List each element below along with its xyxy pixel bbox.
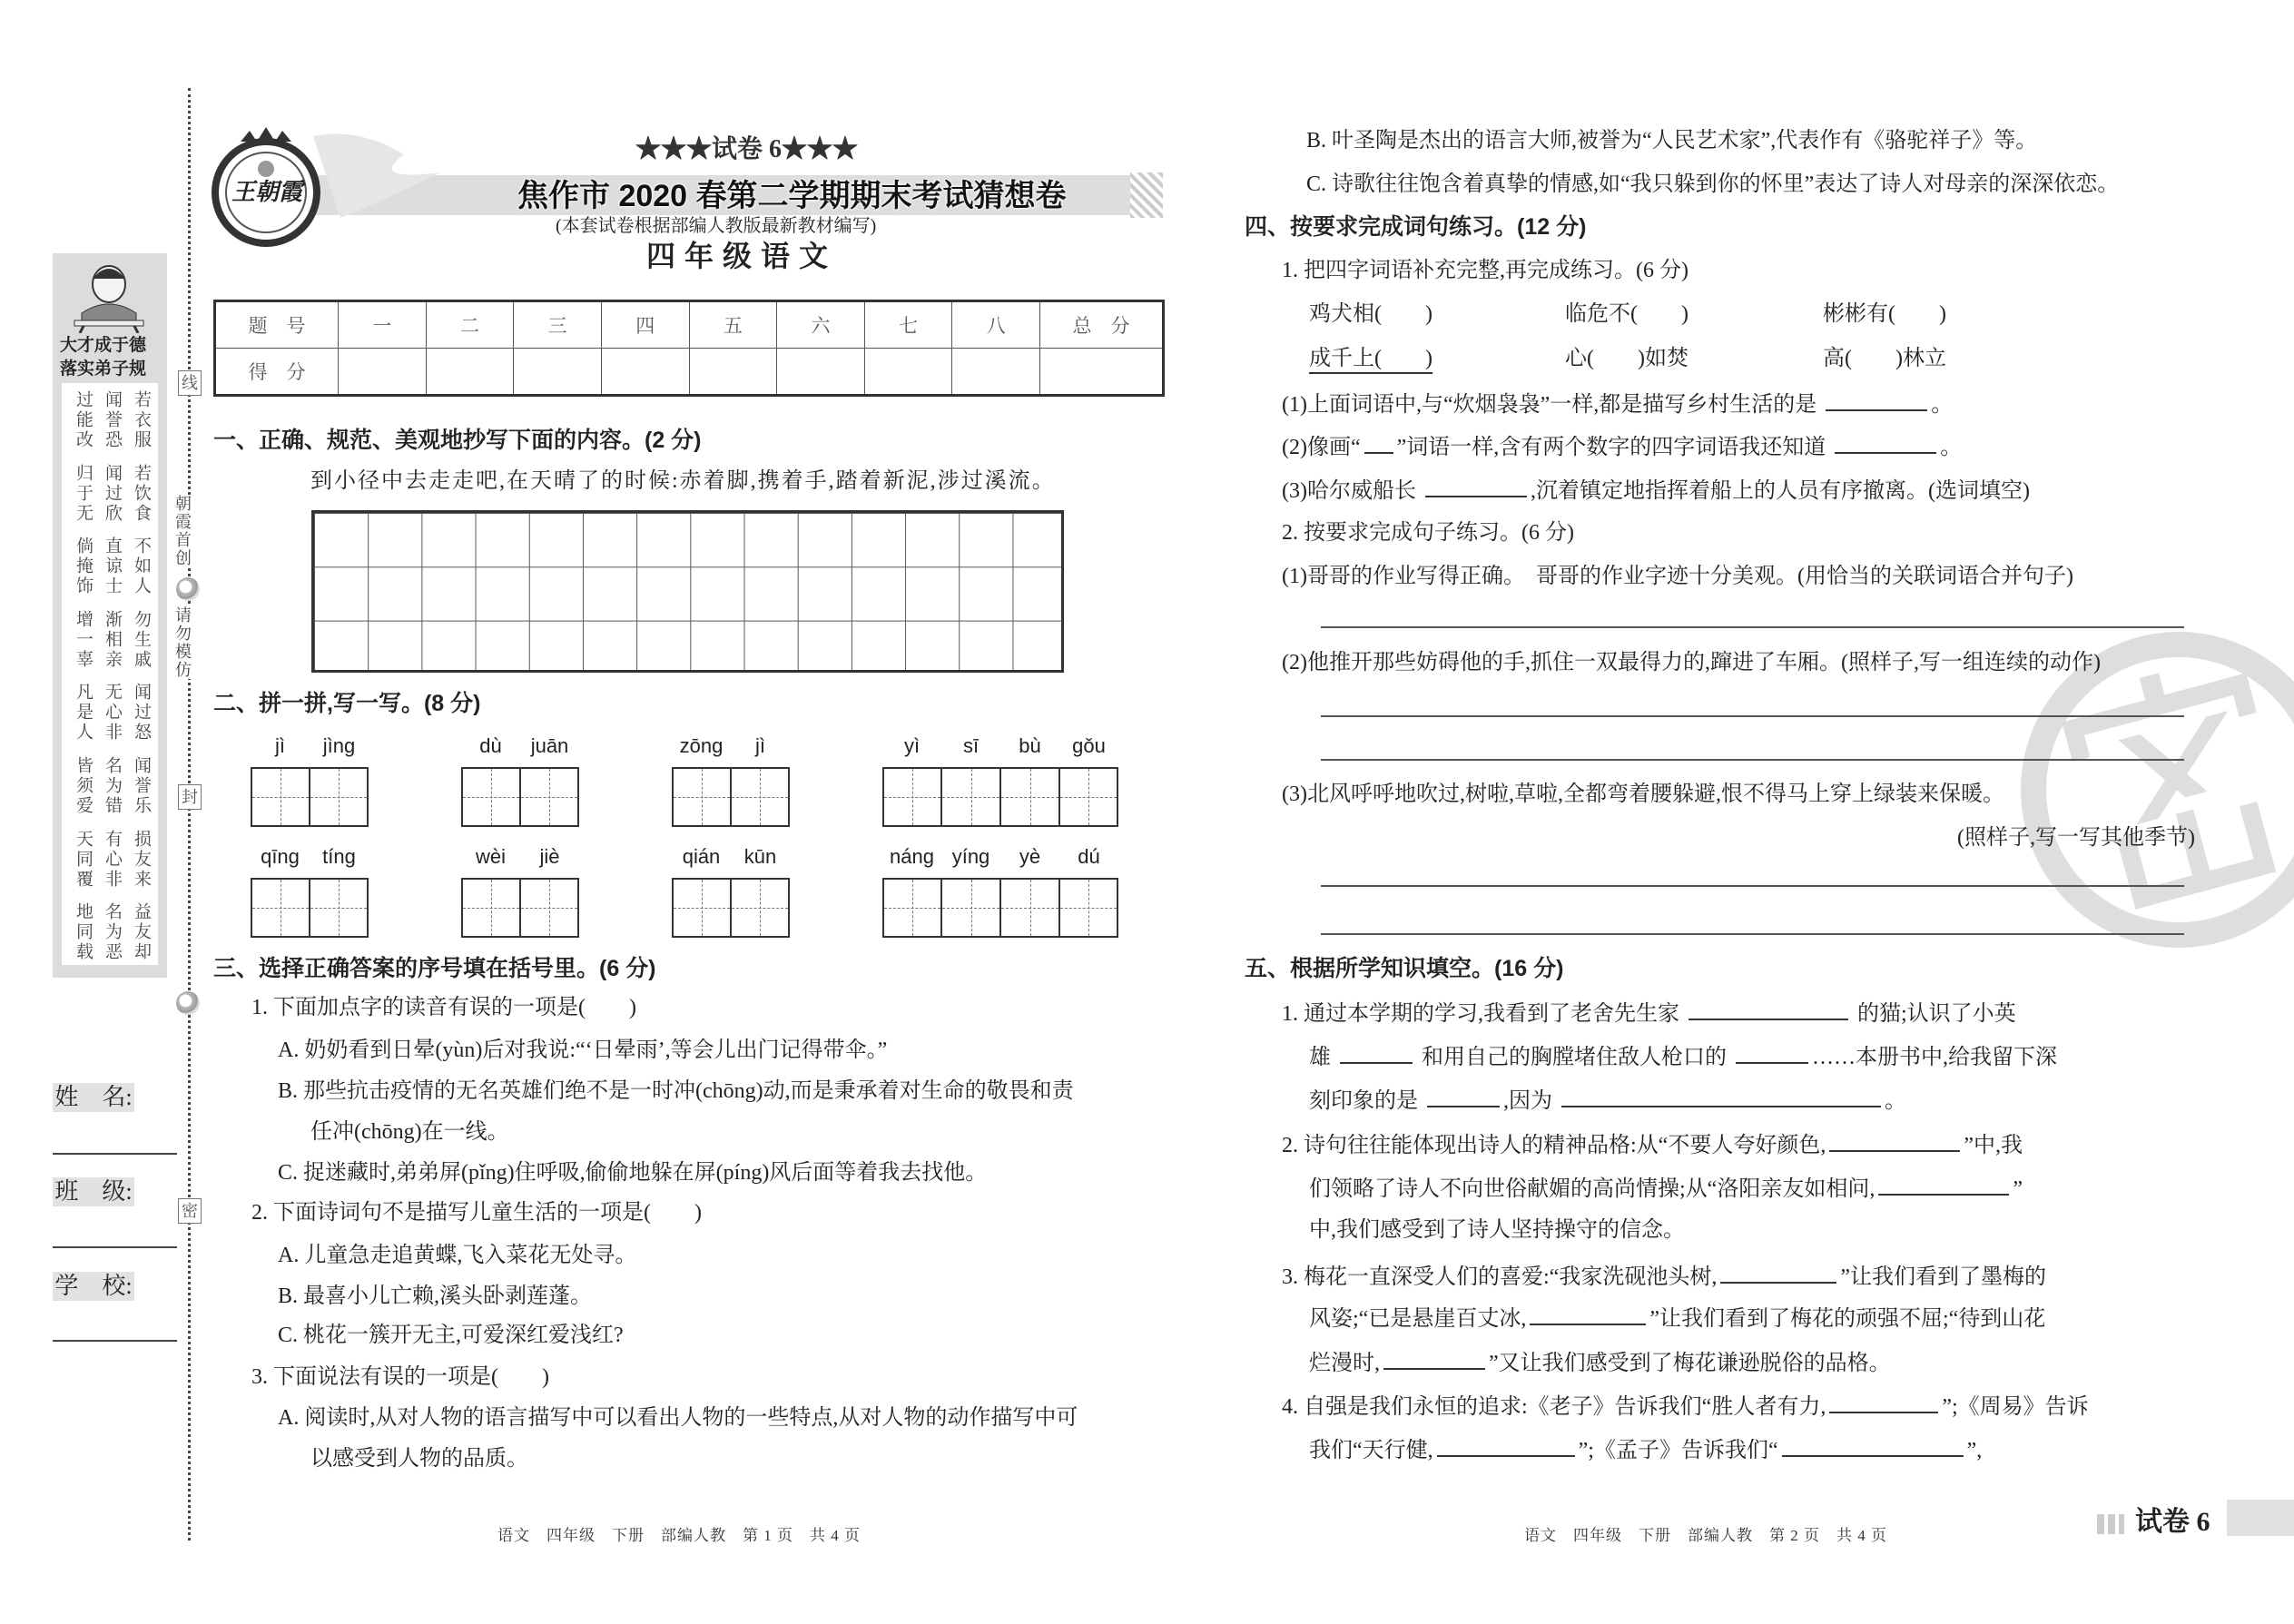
pinyin-syllable: qīng	[261, 845, 300, 868]
question-3-3: 3. 下面说法有误的一项是( )	[251, 1365, 549, 1389]
badge-tab	[2227, 1500, 2294, 1536]
answer-blank[interactable]	[1364, 434, 1393, 454]
answer-line[interactable]	[1321, 626, 2184, 628]
tianzi-writing-box[interactable]	[731, 878, 790, 938]
option-3-2-a: A. 儿童急走追黄蝶,飞入菜花无处寻。	[278, 1244, 637, 1267]
school-label: 学 校:	[53, 1272, 134, 1301]
verse-column: 名为恶	[103, 902, 122, 963]
tianzi-writing-box[interactable]	[672, 878, 731, 938]
option-3-1-b-cont: 任冲(chōng)在一线。	[310, 1120, 509, 1144]
question-4-1-1: (1)上面词语中,与“炊烟袅袅”一样,都是描写乡村生活的是 。	[1282, 393, 1954, 417]
pinyin-cell	[1059, 843, 1118, 938]
tianzi-writing-box[interactable]	[731, 767, 790, 827]
pinyin-cell	[251, 733, 310, 827]
answer-blank[interactable]	[1826, 391, 1927, 411]
swirl-icon	[176, 991, 200, 1015]
score-cell[interactable]	[339, 349, 427, 396]
question-4-1-3: (3)哈尔威船长 ,沉着镇定地指挥着船上的人员有序撤离。(选词填空)	[1282, 479, 2030, 503]
tianzi-writing-box[interactable]	[941, 767, 1000, 827]
pinyin-syllable: jì	[755, 734, 765, 757]
verse-column: 直谅士	[103, 536, 122, 597]
answer-blank[interactable]	[1829, 1132, 1960, 1152]
pinyin-syllable: tíng	[322, 845, 356, 868]
pinyin-cell	[882, 733, 941, 827]
answer-blank[interactable]	[1437, 1437, 1575, 1457]
school-field[interactable]	[53, 1340, 177, 1342]
tianzi-writing-box[interactable]	[461, 767, 520, 827]
pinyin-cell	[672, 843, 731, 938]
pinyin-cell	[520, 733, 579, 827]
verse-column: 凡是人	[74, 683, 93, 743]
pinyin-syllable: bù	[1019, 734, 1041, 757]
score-col: 四	[601, 301, 689, 349]
verse-column: 倘掩饰	[74, 536, 93, 597]
verse-group	[71, 610, 149, 670]
pinyin-cell	[1000, 843, 1059, 938]
fill-line-4: 2. 诗句往往能体现出诗人的精神品格:从“不要人夸好颜色, ”中,我	[1282, 1134, 2023, 1157]
pinyin-cell	[251, 843, 310, 938]
answer-line[interactable]	[1321, 715, 2184, 717]
exam-title: 焦作市 2020 春第二学期期末考试猜想卷	[517, 179, 1067, 213]
fill-line-6: 中,我们感受到了诗人坚持操守的信念。	[1309, 1218, 1685, 1242]
copy-text: 到小径中去走走吧,在天晴了的时候:赤着脚,携着手,踏着新泥,涉过溪流。	[310, 469, 1056, 493]
answer-blank[interactable]	[1782, 1437, 1964, 1457]
question-4-1-2: (2)像画“ ”词语一样,含有两个数字的四字词语我还知道 。	[1282, 436, 1963, 459]
verse-column: 闻过欣	[103, 463, 122, 524]
question-4-2-2: (2)他推开那些妨碍他的手,抓住一双最得力的,蹿进了车厢。(照样子,写一组连续的动作)	[1282, 651, 2101, 674]
verse-column: 过能改	[74, 390, 93, 450]
motto-2: 落实弟子规	[60, 359, 147, 379]
score-header-row	[215, 301, 1164, 349]
section-5-heading: 五、根据所学知识填空。(16 分)	[1245, 956, 1564, 981]
pinyin-cell	[882, 843, 941, 938]
score-table	[213, 300, 1165, 397]
answer-blank[interactable]	[1720, 1264, 1836, 1284]
answer-blank[interactable]	[1340, 1044, 1413, 1064]
option-3-2-c: C. 桃花一簇开无主,可爱深红爱浅红?	[278, 1324, 624, 1347]
tianzi-writing-box[interactable]	[310, 767, 369, 827]
tianzi-writing-box[interactable]	[251, 767, 310, 827]
pinyin-group	[251, 843, 369, 938]
score-cell[interactable]	[952, 349, 1040, 396]
pinyin-syllable: jìng	[322, 734, 356, 757]
seal-mark-mi: 密	[178, 1198, 202, 1224]
scholar-cartoon	[64, 259, 154, 333]
verse-group	[71, 464, 149, 524]
answer-blank[interactable]	[1736, 1044, 1808, 1064]
page-1-footer: 语文 四年级 下册 部编人教 第 1 页 共 4 页	[497, 1527, 861, 1544]
verse-column: 地同载	[74, 902, 93, 963]
verse-group	[71, 390, 149, 450]
page-2-footer: 语文 四年级 下册 部编人教 第 2 页 共 4 页	[1524, 1527, 1887, 1544]
answer-blank[interactable]	[1383, 1350, 1485, 1370]
pinyin-syllable: wèi	[475, 845, 506, 868]
answer-blank[interactable]	[1530, 1305, 1646, 1325]
score-cell[interactable]	[1040, 349, 1164, 396]
seal-mark-feng: 封	[178, 784, 202, 810]
fill-line-9: 烂漫时, ”又让我们感受到了梅花谦逊脱俗的品格。	[1309, 1352, 1891, 1375]
pinyin-group	[672, 843, 790, 938]
score-col: 五	[689, 301, 777, 349]
subject-title: 四年级语文	[646, 240, 838, 272]
seal-mark-line: 线	[178, 370, 202, 396]
verse-column: 若饮食	[132, 463, 151, 524]
verse-group	[71, 756, 149, 816]
tianzi-writing-box[interactable]	[310, 878, 369, 938]
tianzi-writing-box[interactable]	[672, 767, 731, 827]
idiom-6: 高( )林立	[1823, 347, 1946, 370]
answer-line[interactable]	[1321, 885, 2184, 887]
pinyin-cell	[731, 733, 790, 827]
option-3-1-c: C. 捉迷藏时,弟弟屏(pǐng)住呼吸,偷偷地躲在屏(píng)风后面等着我去找他。	[278, 1161, 988, 1185]
section-2-heading: 二、拼一拼,写一写。(8 分)	[213, 691, 481, 716]
verse-column: 无心非	[103, 683, 122, 743]
option-3-2-b: B. 最喜小儿亡赖,溪头卧剥莲蓬。	[278, 1284, 593, 1308]
question-4-2-1: (1)哥哥的作业写得正确。 哥哥的作业字迹十分美观。(用恰当的关联词语合并句子)	[1282, 565, 2073, 588]
option-3-3-a-cont: 以感受到人物的品质。	[310, 1447, 528, 1471]
swirl-icon	[176, 577, 200, 601]
score-cell[interactable]	[777, 349, 865, 396]
question-4-1: 1. 把四字词语补充完整,再完成练习。(6 分)	[1282, 259, 1689, 282]
section-4-heading: 四、按要求完成词句练习。(12 分)	[1245, 214, 1587, 240]
pinyin-syllable: yè	[1019, 845, 1041, 868]
badge-decoration	[2097, 1514, 2124, 1534]
verse-group	[71, 683, 149, 743]
score-col: 八	[952, 301, 1040, 349]
pinyin-group	[882, 733, 1118, 827]
class-field[interactable]	[53, 1246, 177, 1248]
pinyin-cell	[520, 843, 579, 938]
verse-column: 不如人	[132, 536, 151, 597]
pinyin-group	[461, 733, 579, 827]
idiom-1: 鸡犬相( )	[1309, 302, 1433, 326]
pinyin-syllable: náng	[890, 845, 934, 868]
pinyin-cell	[461, 733, 520, 827]
idiom-2: 临危不( )	[1565, 302, 1689, 326]
pinyin-syllable: sī	[962, 734, 980, 757]
question-4-2-3: (3)北风呼呼地吹过,树啦,草啦,全都弯着腰躲避,恨不得马上穿上绿装来保暖。	[1282, 782, 2004, 806]
fill-line-11: 我们“天行健, ”;《孟子》告诉我们“ ”,	[1309, 1439, 1983, 1462]
idiom-4: 成千上( )	[1309, 348, 1433, 374]
pinyin-cell	[731, 843, 790, 938]
tianzi-writing-box[interactable]	[1059, 878, 1118, 938]
pinyin-syllable: kūn	[743, 845, 777, 868]
score-col-total: 总 分	[1040, 301, 1164, 349]
motto-1: 大才成于德	[60, 336, 147, 355]
tianzi-writing-box[interactable]	[1000, 878, 1059, 938]
option-3-1-b: B. 那些抗击疫情的无名英雄们绝不是一时冲(chōng)动,而是秉承着对生命的敬畏和责	[278, 1079, 1074, 1103]
tianzi-writing-box[interactable]	[520, 767, 579, 827]
watermark-glyph	[2056, 651, 2294, 915]
fill-line-1: 1. 通过本学期的学习,我看到了老舍先生家 的猫;认识了小英	[1282, 1002, 2016, 1026]
pinyin-group	[251, 733, 369, 827]
option-3-3-a: A. 阅读时,从对人物的语言描写中可以看出人物的一些特点,从对人物的动作描写中可	[278, 1406, 1078, 1430]
verse-column: 增一辜	[74, 609, 93, 670]
logo-text: 王朝霞	[231, 179, 303, 205]
binding-dotted-line	[188, 88, 191, 1540]
question-4-2: 2. 按要求完成句子练习。(6 分)	[1282, 521, 1574, 545]
pinyin-syllable: yíng	[951, 845, 990, 868]
verse-column: 闻誉乐	[132, 756, 151, 816]
score-cell[interactable]	[426, 349, 514, 396]
tianzi-writing-box[interactable]	[461, 878, 520, 938]
pinyin-cell	[1000, 733, 1059, 827]
fill-line-8: 风姿;“已是悬崖百丈冰, ”让我们看到了梅花的顽强不屈;“待到山花	[1309, 1307, 2046, 1331]
pinyin-syllable: zōng	[679, 734, 724, 757]
verse-group	[71, 536, 149, 596]
tianzi-writing-box[interactable]	[882, 878, 941, 938]
section-1-heading: 一、正确、规范、美观地抄写下面的内容。(2 分)	[213, 428, 702, 453]
pinyin-cell	[310, 843, 369, 938]
score-col: 三	[514, 301, 602, 349]
score-value-row	[215, 349, 1164, 396]
tianzi-writing-box[interactable]	[251, 878, 310, 938]
answer-line[interactable]	[1321, 933, 2184, 935]
exam-subtitle: (本套试卷根据部编人教版最新教材编写)	[556, 216, 877, 236]
pinyin-cell	[941, 733, 1000, 827]
answer-blank[interactable]	[1835, 434, 1936, 454]
pinyin-syllable: qián	[682, 845, 721, 868]
fill-line-5: 们领略了诗人不向世俗献媚的高尚情操;从“洛阳亲友如相问, ”	[1309, 1177, 2023, 1201]
verse-column: 闻誉恐	[103, 390, 122, 450]
banner-pattern	[1130, 172, 1163, 218]
score-col: 六	[777, 301, 865, 349]
pinyin-cell	[1059, 733, 1118, 827]
class-label: 班 级:	[53, 1177, 134, 1206]
answer-blank[interactable]	[1561, 1088, 1881, 1107]
tianzi-writing-box[interactable]	[882, 767, 941, 827]
verse-column: 名为错	[103, 756, 122, 816]
verse-column: 益友却	[132, 902, 151, 963]
pinyin-cell	[672, 733, 731, 827]
score-cell[interactable]	[864, 349, 952, 396]
verse-column: 天同覆	[74, 829, 93, 890]
option-3-3-b: B. 叶圣陶是杰出的语言大师,被誉为“人民艺术家”,代表作有《骆驼祥子》等。	[1306, 129, 2038, 153]
fill-line-3: 刻印象的是 ,因为 。	[1309, 1089, 1906, 1113]
verse-column: 归于无	[74, 463, 93, 524]
pinyin-syllable: gǒu	[1072, 734, 1106, 757]
fill-line-10: 4. 自强是我们永恒的追求:《老子》告诉我们“胜人者有力, ”;《周易》告诉	[1282, 1395, 2089, 1419]
verse-column: 渐相亲	[103, 609, 122, 670]
score-cell[interactable]	[689, 349, 777, 396]
name-field[interactable]	[53, 1153, 177, 1155]
score-col: 一	[339, 301, 427, 349]
score-cell[interactable]	[601, 349, 689, 396]
pinyin-syllable: yì	[903, 734, 921, 757]
option-3-3-c: C. 诗歌往往饱含着真挚的情感,如“我只躲到你的怀里”表达了诗人对母亲的深深依恋。	[1306, 172, 2120, 196]
verse-group	[71, 830, 149, 890]
no-copy-note: 请勿模仿	[171, 606, 194, 679]
section-3-heading: 三、选择正确答案的序号填在括号里。(6 分)	[213, 956, 656, 981]
idiom-5: 心( )如焚	[1565, 347, 1689, 370]
score-col: 二	[426, 301, 514, 349]
answer-blank[interactable]	[1425, 477, 1527, 497]
verse-column: 损友来	[132, 829, 151, 890]
paper-badge: 试卷 6	[2135, 1507, 2210, 1537]
pinyin-cell	[941, 843, 1000, 938]
fill-line-7: 3. 梅花一直深受人们的喜爱:“我家洗砚池头树, ”让我们看到了墨梅的	[1282, 1265, 2046, 1289]
pinyin-cell	[310, 733, 369, 827]
paper-series-label: ★★★试卷 6★★★	[635, 135, 859, 163]
name-label: 姓 名:	[53, 1083, 134, 1112]
pinyin-group	[461, 843, 579, 938]
tianzi-writing-box[interactable]	[1059, 767, 1118, 827]
pinyin-group	[672, 733, 790, 827]
pinyin-cell	[461, 843, 520, 938]
pinyin-syllable: juān	[530, 734, 569, 757]
verse-group	[71, 902, 149, 962]
brand-note: 朝霞首创	[171, 495, 194, 567]
idiom-3: 彬彬有( )	[1823, 302, 1946, 326]
verse-column: 闻过怒	[132, 683, 151, 743]
score-col-label: 题 号	[215, 301, 339, 349]
question-4-2-3-note: (照样子,写一写其他季节)	[1957, 826, 2195, 850]
tianzi-writing-box[interactable]	[1000, 767, 1059, 827]
question-3-2: 2. 下面诗词句不是描写儿童生活的一项是( )	[251, 1201, 702, 1225]
verse-column: 皆须爱	[74, 756, 93, 816]
score-row-label: 得 分	[215, 349, 339, 396]
answer-blank[interactable]	[1878, 1176, 2009, 1196]
tianzi-writing-box[interactable]	[941, 878, 1000, 938]
tianzi-writing-box[interactable]	[520, 878, 579, 938]
verse-column: 有心非	[103, 829, 122, 890]
question-3-1: 1. 下面加点字的读音有误的一项是( )	[251, 996, 636, 1019]
verse-column: 勿生戚	[132, 609, 151, 670]
option-3-1-a: A. 奶奶看到日晕(yùn)后对我说:“‘日晕雨’,等会儿出门记得带伞。”	[278, 1038, 888, 1062]
answer-blank[interactable]	[1689, 1000, 1848, 1020]
fill-line-2: 雄 和用自己的胸膛堵住敌人枪口的 ……本册书中,给我留下深	[1309, 1046, 2057, 1069]
pinyin-syllable: jiè	[539, 845, 560, 868]
pinyin-syllable: dù	[479, 734, 502, 757]
pinyin-group	[882, 843, 1118, 938]
answer-line[interactable]	[1321, 759, 2184, 761]
score-cell[interactable]	[514, 349, 602, 396]
verse-column: 若衣服	[132, 390, 151, 450]
answer-blank[interactable]	[1427, 1088, 1500, 1107]
score-col: 七	[864, 301, 952, 349]
copy-writing-grid[interactable]	[311, 510, 1064, 673]
pinyin-syllable: dú	[1078, 845, 1100, 868]
pinyin-syllable: jì	[275, 734, 285, 757]
answer-blank[interactable]	[1829, 1393, 1938, 1413]
